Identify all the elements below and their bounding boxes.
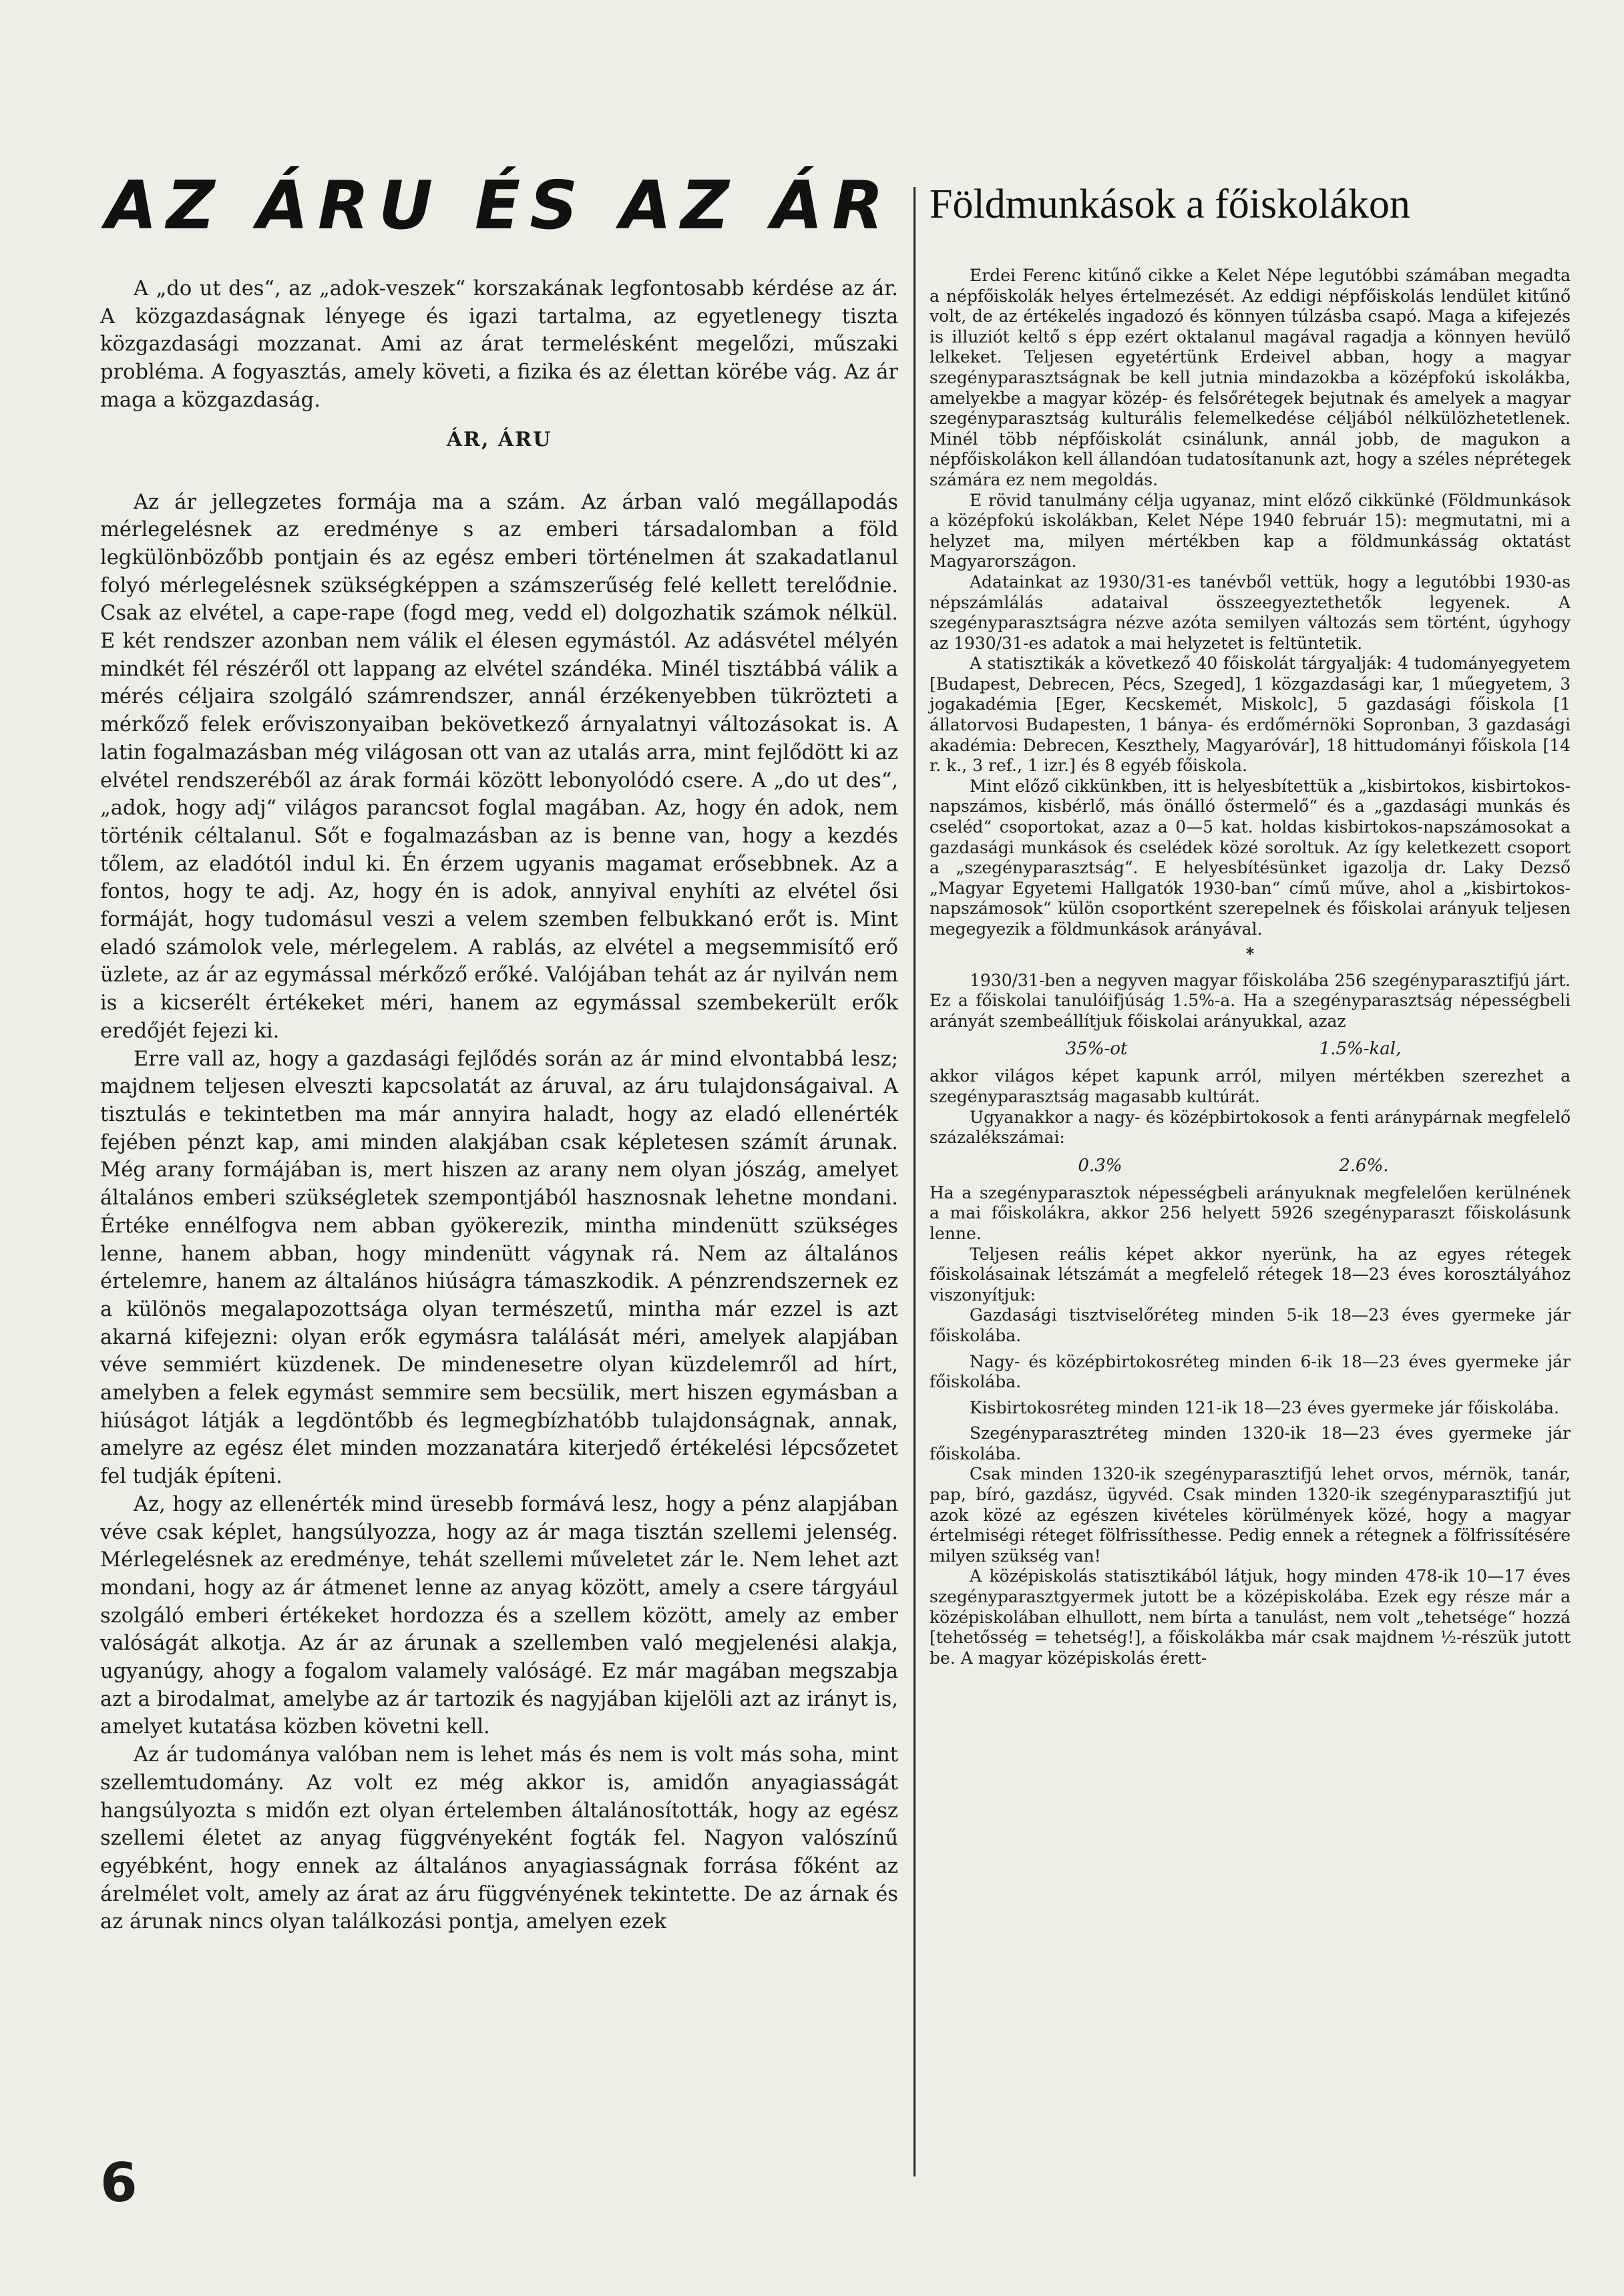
section-separator-star: * bbox=[1245, 943, 1255, 963]
section-subheading: ÁR, ÁRU bbox=[446, 427, 552, 451]
body-paragraph: Csak minden 1320-ik szegényparasztifjú lehet orvos, mérnök, tanár, pap, bíró, gazdász, ügyvéd. Csak minden 1320-ik szegényparasztifjú jut azok közé az egészen kivételes körülmények közé, hogy a magyar értelmiségi réteget fölfrissíthesse. Pedig ennek a rétegnek a fölfrissítésére milyen szükség van! bbox=[930, 1464, 1571, 1566]
intro-paragraph: A „do ut des“, az „adok-veszek“ korszakának legfontosabb kérdése az ár. A közgazdaságnak lényege és igazi tartalma, az egyetlenegy tiszta közgazdasági mozzanat. Ami az árat termelésként megelőzi, műszaki probléma. A fogyasztás, amely követi, a fizika és az élettan körébe vág. Az ár maga a közgazdaság. bbox=[100, 277, 898, 412]
body-paragraph: Erdei Ferenc kitűnő cikke a Kelet Népe legutóbbi számában megadta a népfőiskolák helyes értelmezését. Az eddigi népfőiskolás lendület kitűnő volt, de az értékelés ingadozó és könnyen túlzásba csapó. Maga a kifejezés is illuziót keltő s épp ezért oktalanul magával ragadja a könnyen hevülő lelkeket. Teljesen egyetértünk Erdeivel abban, hogy a magyar szegényparasztságnak be kell jutnia mindazokba a középfokú iskolákba, amelyekbe a magyar közép- és felsőrétegek bejutnak és amelyek a magyar szegényparasztság kulturális felemelkedése céljából nélkülözhetetlenek. Minél több népfőiskolát csinálunk, annál jobb, de magukon a népfőiskolákon kell állandóan tudatosítanunk azt, hogy a széles néprétegek számára ez nem megoldás. bbox=[930, 266, 1571, 489]
body-paragraph: E rövid tanulmány célja ugyanaz, mint előző cikkünké (Földmunkások a középfokú iskolákban, Kelet Népe 1940 február 15): megmutatni, mi a helyzet ma, milyen mértékben kap a földmunkásság oktatást Magyarországon. bbox=[930, 490, 1571, 571]
body-paragraph: akkor világos képet kapunk arról, milyen mértékben szerezhet a szegényparasztság magasabb kultúrát. bbox=[930, 1066, 1571, 1106]
article-title-left: AZ ÁRU ÉS AZ ÁR bbox=[105, 166, 893, 244]
body-paragraph: Teljesen reális képet akkor nyerünk, ha az egyes rétegek főiskolásainak létszámát a megfelelő rétegek 18—23 éves korosztályához viszonyítjuk: bbox=[930, 1244, 1571, 1305]
left-column-article bbox=[100, 166, 898, 1936]
ratio-value: 2.6%. bbox=[1339, 1155, 1389, 1176]
ratio-value: 1.5%-kal, bbox=[1319, 1039, 1402, 1060]
body-paragraph: Adatainkat az 1930/31-es tanévből vettük, hogy a legutóbbi 1930-as népszámlálás adataival összeegyeztethetők legyenek. A szegényparasztságra nézve azóta semilyen változás sem történt, úgyhogy az 1930/31-es adatok a mai helyzetet is feltüntetik. bbox=[930, 571, 1571, 653]
body-paragraph: Mint előző cikkünkben, itt is helyesbítettük a „kisbirtokos, kisbirtokos-napszámos, kisbérlő, más önálló őstermelő“ és a „gazdasági munkás és cseléd“ csoportokat, azaz a 0—5 kat. holdas kisbirtokos-napszámosokat a gazdasági munkások és cselédek közé soroltuk. Az így keletkezett csoport a „szegényparasztság“. E helyesbítésünket igazolja dr. Laky Dezső „Magyar Egyetemi Hallgatók 1930-ban“ című műve, ahol a „kisbirtokos-napszámosok“ külön csoportként szerepelnek és főiskolai arányuk teljesen megegyezik a földmunkások arányával. bbox=[930, 776, 1571, 939]
body-paragraph: Ha a szegényparasztok népességbeli arányuknak megfelelően kerülnének a mai főiskolákra, akkor 256 helyett 5926 szegényparaszt főiskolásunk lenne. bbox=[930, 1182, 1571, 1243]
body-paragraph: 1930/31-ben a negyven magyar főiskolába 256 szegényparasztifjú járt. Ez a főiskolai tanulóifjúság 1.5%-a. Ha a szegényparasztság népességbeli arányát szembeállítjuk főiskolai arányukkal, azaz bbox=[930, 970, 1571, 1031]
body-paragraph: Az, hogy az ellenérték mind üresebb formává lesz, hogy a pénz alapjában véve csak képlet, hangsúlyozza, hogy az ár maga tisztán szellemi jelenség. Mérlegelésnek az eredménye, tehát szellemi műveletet zár le. Nem lehet azt mondani, hogy az ár átmenet lenne az anyag között, amely a csere tárgyául szolgáló emberi értékeket hordozza és a szellem között, amely az ember valóságát alkotja. Az ár az árunak a szellemben való megjelenési alakja, ugyanúgy, ahogy a fogalom valamely valóságé. Ez már magában megszabja azt a birodalmat, amelybe az ár tartozik és nagyjában kijelöli azt az irányt is, amelyet kutatása közben követni kell. bbox=[100, 1492, 898, 1739]
ratio-value: 0.3% bbox=[1078, 1155, 1123, 1176]
body-paragraph: Az ár tudománya valóban nem is lehet más és nem is volt más soha, mint szellemtudomány. Az volt ez még akkor is, amidőn anyagiasságát hangsúlyozta s midőn ezt olyan értelemben általánosították, hogy az egész szellemi életet az anyag függvényeként fogták fel. Nagyon valószínű egyébként, hogy ennek az általános anyagiasságnak forrása főként az árelmélet volt, amely az árat az áru függvényének tekintette. De az árnak és az árunak nincs olyan találkozási pontja, amelyen ezek bbox=[100, 1743, 898, 1934]
statistic-line: Kisbirtokosréteg minden 121-ik 18—23 éves gyermeke jár főiskolába. bbox=[970, 1397, 1559, 1417]
body-paragraph: Erre vall az, hogy a gazdasági fejlődés során az ár mind elvontabbá lesz; majdnem teljesen elveszti kapcsolatát az áruval, az áru tulajdonságaival. A tisztulás e tekintetben ma már annyira haladt, hogy az eladó ellenérték fejében pénzt kap, ami minden alakjában csak képletesen számít árunak. Még arany formájában is, mert hiszen az arany nem olyan jószág, amelyet általános emberi szükségletek szempontjából hasznosnak lehetne mondani. Értéke ennélfogva nem abban gyökerezik, mintha mindenütt szükséges lenne, hanem abban, hogy mindenütt vágynak rá. Nem az általános értelemre, hanem az általános hiúságra támaszkodik. A pénzrendszernek ez a különös megalapozottsága olyan természetű, mintha már ezzel is azt akarná kifejezni: olyan erők egymásra találását méri, amelyek alapjában véve semmiért küzdenek. De mindenesetre olyan küzdelemről ad hírt, amelyben a felek egymást semmire sem becsülik, mert hiszen egymásban a hiúságot látják a legdöntőbb és legmegbízhatóbb tulajdonságnak, annak, amelyre az egész élet minden mozzanatára kiterjedő értékelési lépcsőzetet fel tudják építeni. bbox=[100, 1047, 898, 1489]
statistic-line: Szegényparasztréteg minden 1320-ik 18—23 éves gyermeke jár főiskolába. bbox=[930, 1423, 1571, 1463]
ratio-formula bbox=[930, 1036, 1571, 1062]
body-paragraph: A középiskolás statisztikából látjuk, hogy minden 478-ik 10—17 éves szegényparasztgyermek jutott be a középiskolába. Ezek egy része már a középiskolában elhullott, nem bírta a tanulást, nem volt „tehetsége“ hozzá [tehetősség = tehetség!], a főiskolákba már csak majdnem ½-részük jutott be. A magyar középiskolás érett- bbox=[930, 1566, 1571, 1668]
body-paragraph: Az ár jellegzetes formája ma a szám. Az árban való megállapodás mérlegelésnek az eredménye s az emberi társadalomban a föld legkülönbözőbb pontjain és az egész emberi történelmen át szakadatlanul folyó mérlegelésnek szükségképpen a számszerűség felé kellett terelődnie. Csak az elvétel, a cape-rape (fogd meg, vedd el) dolgozhatik számok nélkül. E két rendszer azonban nem válik el élesen egymástól. Az adásvétel mélyén mindkét fél részéről ott lappang az elvétel szándéka. Minél tisztábbá válik a mérés céljaira szolgáló számrendszer, annál érzékenyebben tükrözteti a mérkőző felek erőviszonyaiban bekövetkező árnyalatnyi változásokat is. A latin fogalmazásban még világosan ott van az utalás arra, mint fejlődött ki az elvétel rendszeréből az árak formái között lebonyolódó csere. A „do ut des“, „adok, hogy adj“ világos parancsot foglal magában. Az, hogy én adok, nem történik céltalanul. Sőt e fogalmazásban az is benne van, hogy a kezdés tőlem, az eladótól indul ki. Én érzem ugyanis magamat erősebbnek. Az a fontos, hogy te adj. Az, hogy én is adok, annyival enyhíti az elvétel ősi formáját, hogy tudomásul veszi a velem szemben felbukkanó erőt is. Mint eladó számolok vele, mérlegelem. A rablás, az elvétel a megsemmisítő erő üzlete, az ár az egymással mérkőző erőké. Valójában tehát az ár nyilván nem is a kicserélt értékeket méri, hanem az egymással szembekerült erők eredőjét fejezi ki. bbox=[100, 490, 898, 1043]
body-paragraph: Ugyanakkor a nagy- és középbirtokosok a fenti aránypárnak megfelelő százalékszámai: bbox=[930, 1107, 1571, 1148]
article-title-right: Földmunkások a főiskolákon bbox=[930, 182, 1410, 227]
right-column-article bbox=[930, 166, 1571, 1668]
statistic-line: Gazdasági tisztviselőréteg minden 5-ik 18—23 éves gyermeke jár főiskolába. bbox=[930, 1305, 1571, 1345]
page-number: 6 bbox=[100, 2152, 138, 2214]
statistic-line: Nagy- és középbirtokosréteg minden 6-ik 18—23 éves gyermeke jár főiskolába. bbox=[930, 1351, 1571, 1392]
ratio-formula bbox=[930, 1152, 1571, 1179]
body-paragraph: A statisztikák a következő 40 főiskolát tárgyalják: 4 tudományegyetem [Budapest, Debrecen, Pécs, Szeged], 1 közgazdasági kar, 1 műegyetem, 3 jogakadémia [Eger, Kecskemét, Miskolc], 5 gazdasági főiskola [1 állatorvosi Budapesten, 1 bánya- és erdőmérnöki Sopronban, 3 gazdasági akadémia: Debrecen, Keszthely, Magyaróvár], 18 hittudományi főiskola [14 r. k., 3 ref., 1 izr.] és 8 egyéb főiskola. bbox=[930, 654, 1571, 776]
ratio-value: 35%-ot bbox=[1065, 1039, 1128, 1060]
column-divider bbox=[914, 187, 916, 2176]
